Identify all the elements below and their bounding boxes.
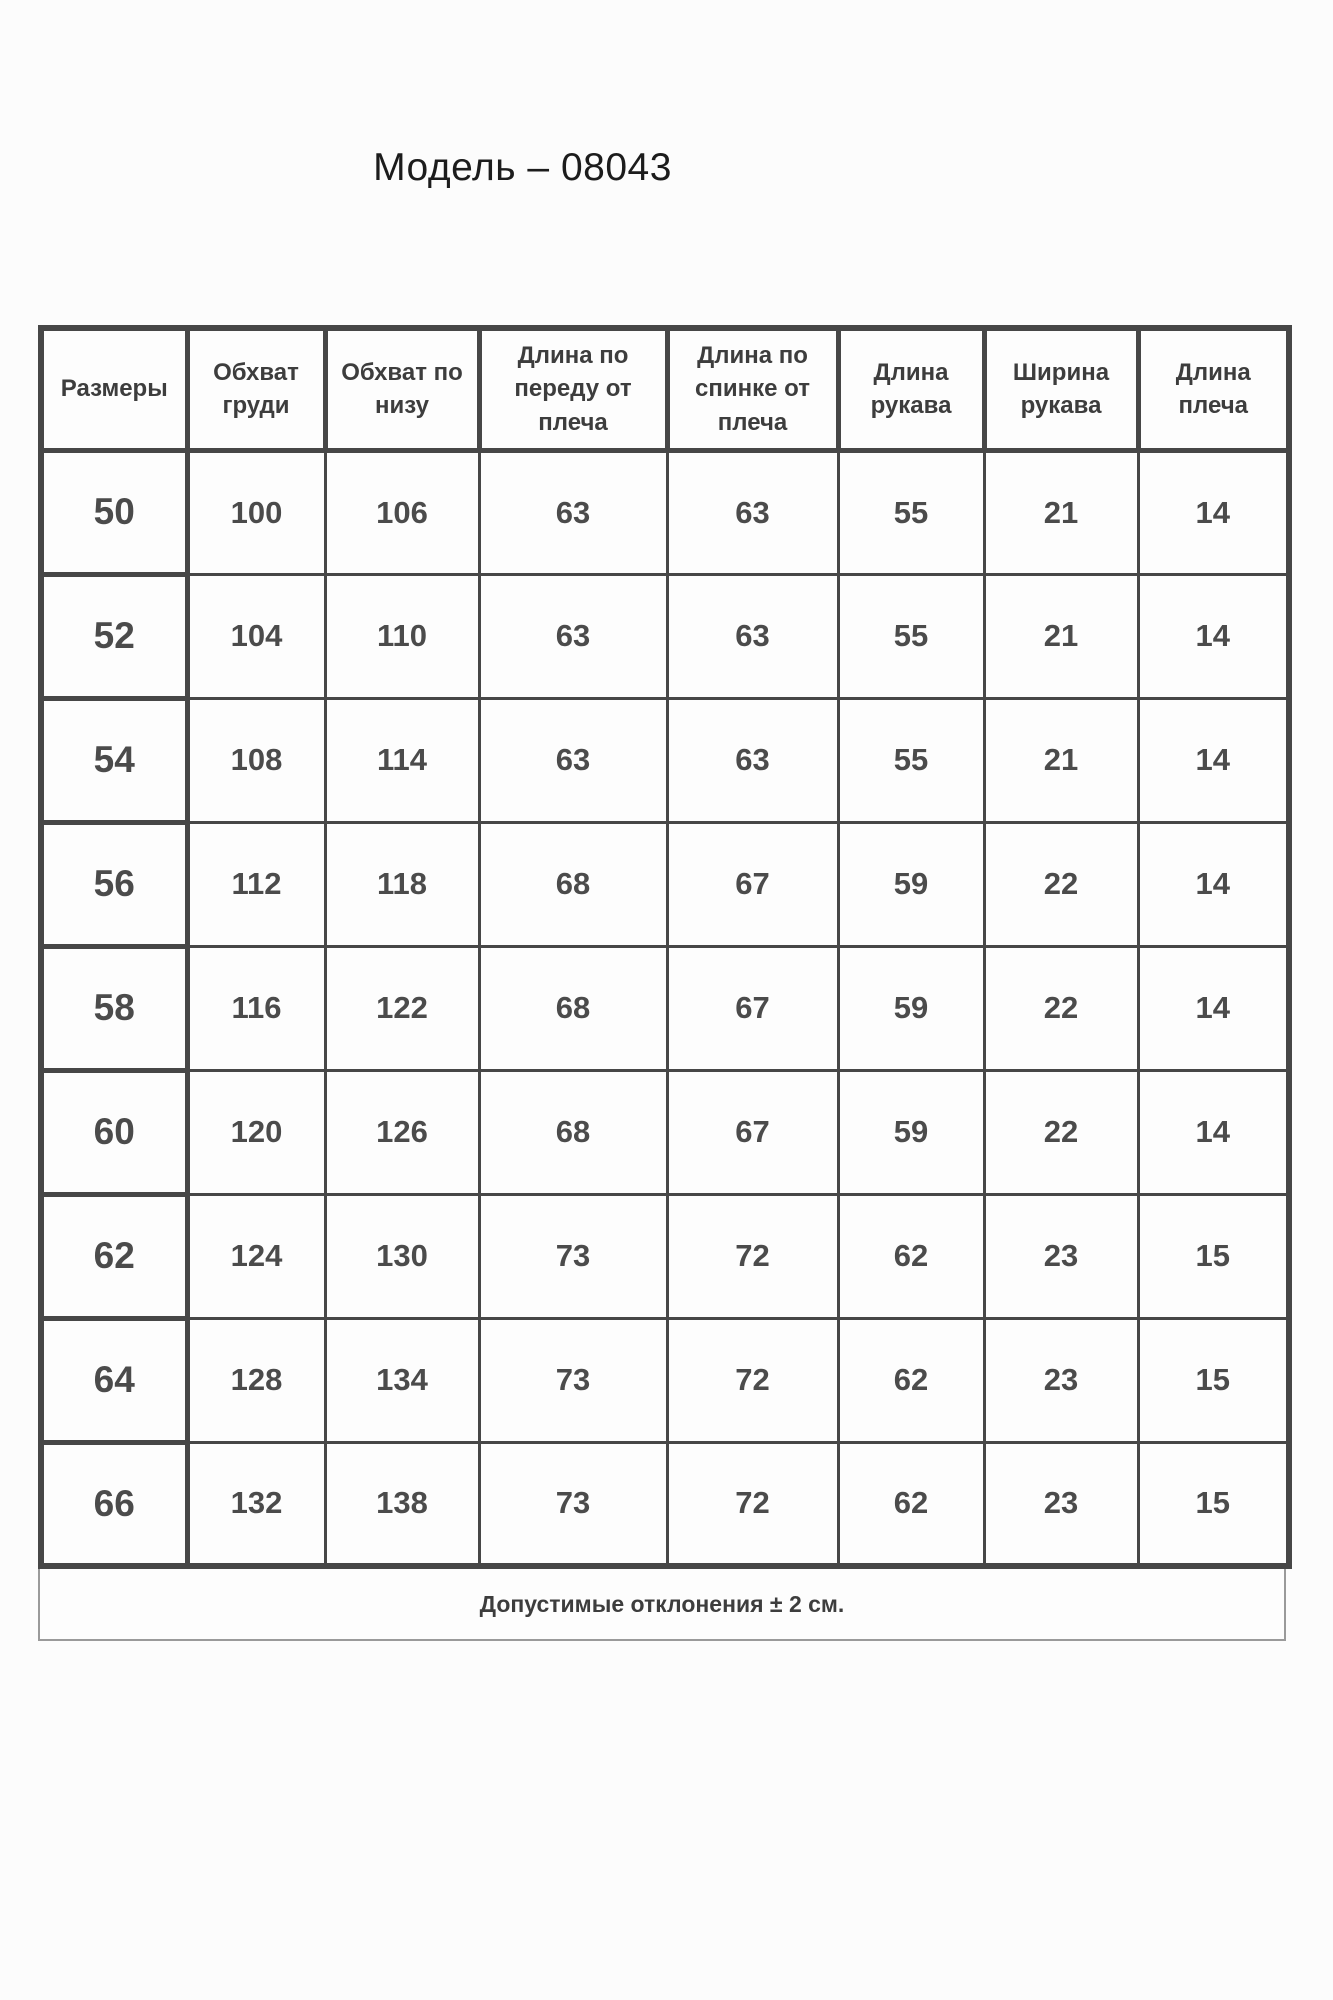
value-cell: 59 — [838, 822, 984, 946]
size-cell: 50 — [41, 450, 187, 574]
column-header: Длина плеча — [1138, 328, 1289, 450]
value-cell: 138 — [325, 1442, 479, 1566]
value-cell: 106 — [325, 450, 479, 574]
value-cell: 55 — [838, 698, 984, 822]
value-cell: 59 — [838, 946, 984, 1070]
value-cell: 114 — [325, 698, 479, 822]
value-cell: 73 — [479, 1442, 667, 1566]
value-cell: 21 — [984, 574, 1138, 698]
table-row — [41, 1318, 1289, 1442]
value-cell: 68 — [479, 822, 667, 946]
value-cell: 15 — [1138, 1442, 1289, 1566]
value-cell: 120 — [187, 1070, 325, 1194]
value-cell: 108 — [187, 698, 325, 822]
value-cell: 15 — [1138, 1194, 1289, 1318]
value-cell: 63 — [479, 450, 667, 574]
value-cell: 132 — [187, 1442, 325, 1566]
value-cell: 63 — [479, 574, 667, 698]
value-cell: 59 — [838, 1070, 984, 1194]
table-row — [41, 1194, 1289, 1318]
value-cell: 62 — [838, 1318, 984, 1442]
value-cell: 14 — [1138, 450, 1289, 574]
size-cell: 52 — [41, 574, 187, 698]
table-row — [41, 574, 1289, 698]
value-cell: 14 — [1138, 698, 1289, 822]
value-cell: 55 — [838, 450, 984, 574]
table-row — [41, 1070, 1289, 1194]
value-cell: 134 — [325, 1318, 479, 1442]
value-cell: 68 — [479, 946, 667, 1070]
value-cell: 68 — [479, 1070, 667, 1194]
table-row — [41, 698, 1289, 822]
value-cell: 14 — [1138, 946, 1289, 1070]
value-cell: 73 — [479, 1194, 667, 1318]
value-cell: 55 — [838, 574, 984, 698]
page-title: Модель – 08043 — [373, 146, 672, 189]
size-cell: 66 — [41, 1442, 187, 1566]
size-cell: 56 — [41, 822, 187, 946]
value-cell: 67 — [667, 946, 838, 1070]
value-cell: 104 — [187, 574, 325, 698]
value-cell: 62 — [838, 1442, 984, 1566]
value-cell: 122 — [325, 946, 479, 1070]
value-cell: 116 — [187, 946, 325, 1070]
value-cell: 72 — [667, 1318, 838, 1442]
column-header: Размеры — [41, 328, 187, 450]
size-table-body — [41, 450, 1289, 1566]
value-cell: 14 — [1138, 822, 1289, 946]
value-cell: 23 — [984, 1194, 1138, 1318]
value-cell: 23 — [984, 1442, 1138, 1566]
value-cell: 128 — [187, 1318, 325, 1442]
table-row — [41, 822, 1289, 946]
size-table-container — [38, 325, 1286, 1641]
value-cell: 22 — [984, 946, 1138, 1070]
value-cell: 67 — [667, 822, 838, 946]
value-cell: 110 — [325, 574, 479, 698]
value-cell: 118 — [325, 822, 479, 946]
column-header: Длина по переду от плеча — [479, 328, 667, 450]
column-header: Ширина рукава — [984, 328, 1138, 450]
value-cell: 63 — [667, 450, 838, 574]
table-footer-note: Допустимые отклонения ± 2 см. — [38, 1569, 1286, 1641]
size-cell: 54 — [41, 698, 187, 822]
value-cell: 23 — [984, 1318, 1138, 1442]
value-cell: 100 — [187, 450, 325, 574]
value-cell: 67 — [667, 1070, 838, 1194]
size-cell: 60 — [41, 1070, 187, 1194]
value-cell: 130 — [325, 1194, 479, 1318]
value-cell: 124 — [187, 1194, 325, 1318]
size-cell: 64 — [41, 1318, 187, 1442]
size-cell: 62 — [41, 1194, 187, 1318]
value-cell: 21 — [984, 450, 1138, 574]
value-cell: 63 — [479, 698, 667, 822]
value-cell: 15 — [1138, 1318, 1289, 1442]
header-row — [41, 328, 1289, 450]
value-cell: 22 — [984, 1070, 1138, 1194]
column-header: Обхват груди — [187, 328, 325, 450]
size-cell: 58 — [41, 946, 187, 1070]
column-header: Обхват по низу — [325, 328, 479, 450]
size-table — [38, 325, 1292, 1569]
table-row — [41, 1442, 1289, 1566]
value-cell: 14 — [1138, 574, 1289, 698]
value-cell: 72 — [667, 1442, 838, 1566]
value-cell: 63 — [667, 698, 838, 822]
value-cell: 73 — [479, 1318, 667, 1442]
value-cell: 126 — [325, 1070, 479, 1194]
value-cell: 21 — [984, 698, 1138, 822]
value-cell: 112 — [187, 822, 325, 946]
table-row — [41, 450, 1289, 574]
value-cell: 62 — [838, 1194, 984, 1318]
value-cell: 72 — [667, 1194, 838, 1318]
column-header: Длина рукава — [838, 328, 984, 450]
value-cell: 63 — [667, 574, 838, 698]
column-header: Длина по спинке от плеча — [667, 328, 838, 450]
table-row — [41, 946, 1289, 1070]
value-cell: 14 — [1138, 1070, 1289, 1194]
value-cell: 22 — [984, 822, 1138, 946]
